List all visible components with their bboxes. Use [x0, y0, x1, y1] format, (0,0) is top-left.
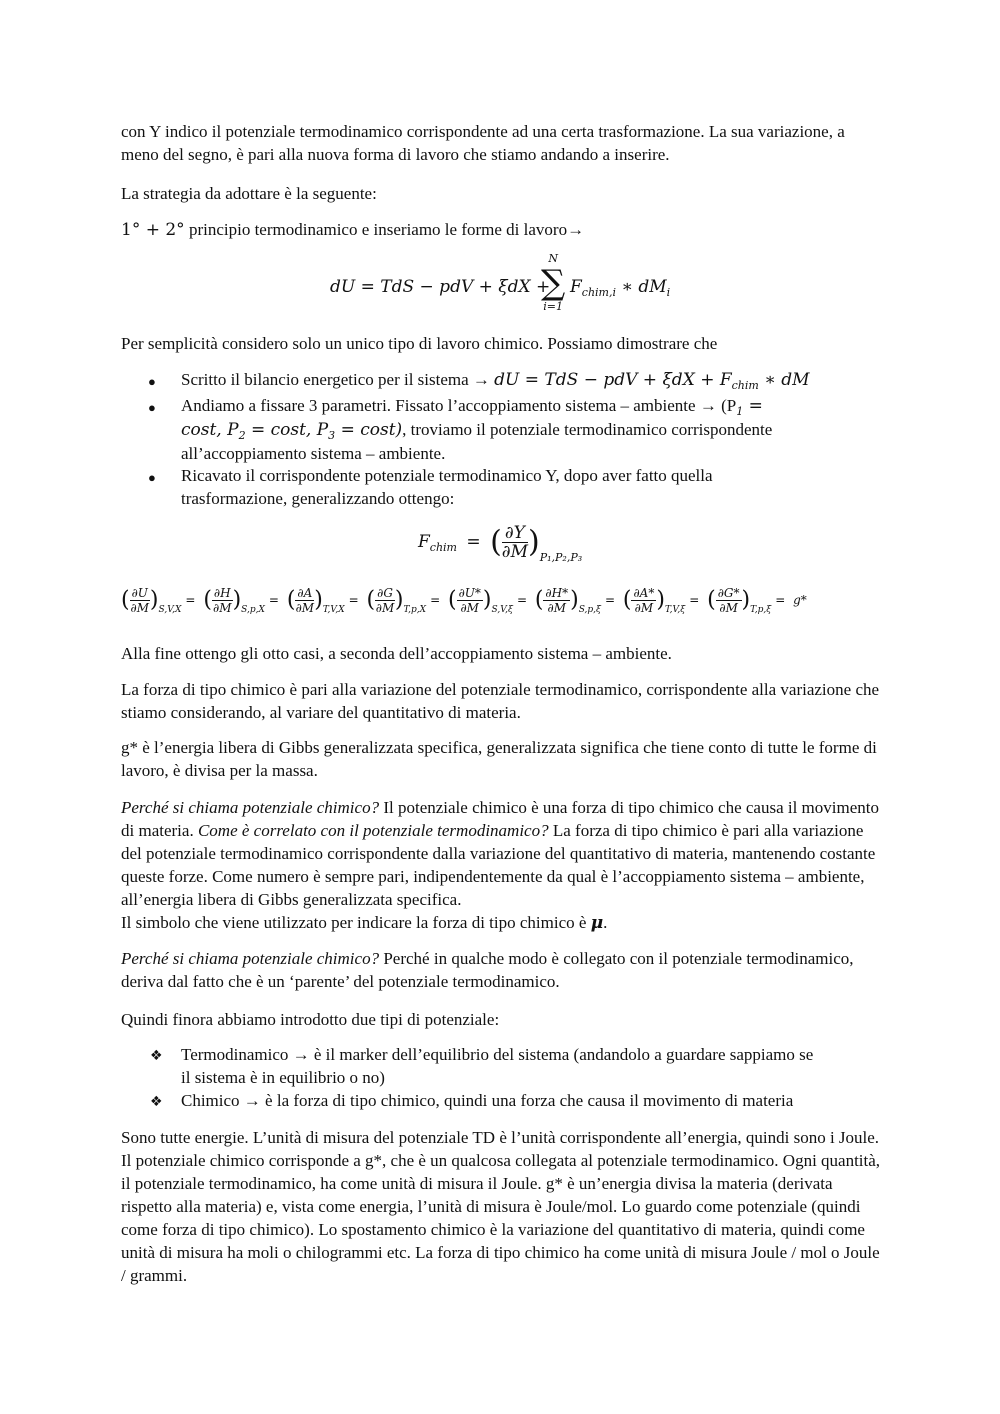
bullet-2-sub1: 1 — [736, 405, 744, 418]
answer-3: Perché in qualche modo è collegato con il potenziale termodinamico, deriva dal fatto che è un ‘parente’ del potenziale termodinamico. — [121, 949, 854, 991]
bullet-2-sub3: 3 — [328, 429, 336, 442]
eq3-den: ∂M — [460, 601, 479, 615]
bullet-2-line2-math: cost, P — [181, 420, 239, 440]
eq2-equals: = — [466, 532, 481, 552]
equation-chemical-force — [418, 523, 583, 564]
bullet-2-sub2: 2 — [238, 429, 246, 442]
eq3-sub: T,V,X — [322, 605, 345, 615]
mu-symbol: μ — [590, 913, 604, 933]
eq2-lhs-sub: chim — [429, 541, 457, 554]
eq3-frac — [631, 586, 656, 615]
eq3-sub: T,V,ξ — [664, 605, 686, 615]
eq1-term-f: F — [570, 277, 582, 297]
bullet-2-line-2 — [181, 418, 881, 442]
diamond-1-line-2: il sistema è in equilibrio o no) — [181, 1068, 385, 1087]
paren-close: ) — [232, 587, 242, 613]
eq3-den: ∂M — [130, 601, 149, 615]
bullet-2-line2-mid2: = cost) — [335, 420, 403, 440]
eq3-num: ∂G* — [717, 586, 740, 600]
diamond-2-line-1: Chimico → è la forza di tipo chimico, quindi una forza che causa il movimento di materia — [181, 1091, 794, 1110]
question-2: Come è correlato con il potenziale termodinamico? — [197, 821, 549, 840]
bullet-1-math-sub: chim — [731, 379, 759, 392]
bullet-2-line2-mid: = cost, P — [245, 420, 329, 440]
bullet-3 — [181, 464, 881, 510]
eq3-sub: T,p,ξ — [750, 605, 772, 615]
eq3-sub: S,p,ξ — [578, 605, 601, 615]
bullet-dot: ● — [148, 470, 156, 485]
paragraph-simplicity: Per semplicità considero solo un unico tipo di lavoro chimico. Possiamo dimostrare che — [121, 334, 718, 353]
eq3-equals: = — [689, 593, 700, 607]
eq3-frac — [375, 586, 395, 615]
paren-close: ) — [314, 587, 323, 613]
eq3-equals: = — [775, 593, 786, 607]
eq2-paren-open: ( — [490, 524, 502, 560]
paren-close: ) — [570, 587, 579, 613]
eq1-sum-sign: ∑ — [541, 263, 566, 303]
eq3-sub: S,V,X — [158, 605, 182, 615]
eq3-equals: = — [516, 593, 527, 607]
eq3-sub: T,p,X — [403, 605, 427, 615]
eq3-equals: = — [268, 593, 279, 607]
paragraph-intro: con Y indico il potenziale termodinamico corrispondente ad una certa trasformazione. La sua variazione, a meno del segno, è pari alla nuova forma di lavoro che stiamo andando a inserire. — [121, 122, 845, 164]
eq3-frac — [543, 586, 570, 615]
eq2-paren-close: ) — [527, 524, 540, 560]
eq3-frac — [212, 586, 233, 615]
answer-1: Il potenziale chimico è una forza di tipo chimico che causa il movimento di materia. — [121, 798, 879, 840]
eq3-num: ∂U — [131, 586, 148, 600]
paren-open: ( — [534, 587, 544, 613]
eq3-num: ∂H* — [545, 586, 569, 600]
paren-close: ) — [394, 587, 404, 613]
question-1: Perché si chiama potenziale chimico? — [121, 798, 380, 817]
diamond-1-line-1: Termodinamico → è il marker dell’equilibrio del sistema (andandolo a guardare sappiamo se — [181, 1045, 814, 1064]
paren-open: ( — [286, 587, 296, 613]
eq3-num: ∂U* — [458, 586, 481, 600]
eq2-lhs: F — [418, 532, 430, 552]
symbol-text-end: . — [603, 913, 608, 932]
bullet-1 — [181, 368, 881, 392]
eq3-frac — [457, 586, 483, 615]
bullet-2-line1-end: = — [743, 396, 763, 416]
paragraph-principles — [121, 218, 881, 242]
paragraph-units: Sono tutte energie. L’unità di misura del potenziale TD è l’unità corrispondente all’energia, quindi sono i Joule. Il potenziale chimico corrisponde a g*, che è un qualcosa collegata al potenziale termodinamico. Ogni quantità, il potenziale termodinamico, ha come unità di misura il Joule. g* è un’energia divisa la materia (derivata rispetto alla materia) e, vista come energia, l’unità di misura è Joule/mol. Lo guardo come potenziale (quindi come forza di tipo chimico). Lo spostamento chimico è la variazione del quantitativo di materia, quindi come unità di misura ha moli o chilogrammi etc. La forza di tipo chimico ha come unità di misura Joule / mol o Joule / grammi. — [121, 1128, 881, 1285]
eq1-sum-bottom: i=1 — [543, 300, 563, 313]
paragraph-gibbs: g* è l’energia libera di Gibbs generalizzata specifica, generalizzata significa che tiene conto di tutte le forme di lavoro, è divisa per la massa. — [121, 738, 877, 780]
paren-open: ( — [366, 587, 376, 613]
diamond-bullet-icon: ❖ — [150, 1094, 163, 1110]
eq3-equals: = — [185, 593, 196, 607]
eq2-num: ∂Y — [502, 524, 528, 543]
eq2-sub: P₁,P₂,P₃ — [539, 551, 583, 564]
answer-2: La forza di tipo chimico è pari alla variazione del potenziale termodinamico corrispondente dalla variazione del quantitativo di materia, mantenendo costante queste forze. Come numero è sempre pari, indipendentemente da qual è l’accoppiamento sistema – ambiente, all’energia libera di Gibbs generalizzata specifica. — [121, 821, 876, 909]
equation-eight-cases — [121, 586, 807, 615]
eq2-den: ∂M — [501, 542, 528, 562]
diamond-bullet-icon: ❖ — [150, 1048, 163, 1064]
equation-energy-balance — [330, 276, 550, 299]
paren-close: ) — [482, 587, 492, 613]
principles-text: principio termodinamico e inseriamo le forme di lavoro→ — [184, 220, 585, 239]
eq3-num: ∂A* — [633, 586, 655, 600]
eq3-den: ∂M — [212, 601, 232, 615]
eq3-frac — [295, 586, 314, 615]
eq1-sum-top: N — [548, 252, 558, 265]
eq3-den: ∂M — [634, 601, 654, 615]
bullet-1-math: dU = TdS − pdV + ξdX + F — [494, 370, 732, 390]
eq1-term-sub: chim,i — [581, 286, 617, 299]
eq3-equals: = — [430, 593, 441, 607]
bullet-2-line1-text: Andiamo a fissare 3 parametri. Fissato l’accoppiamento sistema – ambiente → (P — [181, 396, 737, 415]
eq3-den: ∂M — [375, 601, 395, 615]
eq3-rhs: g* — [793, 593, 807, 607]
paragraph-two-potentials: Quindi finora abbiamo introdotto due tipi di potenziale: — [121, 1010, 500, 1029]
paren-open: ( — [707, 587, 716, 613]
paren-close: ) — [656, 587, 665, 613]
diamond-item-2 — [181, 1089, 881, 1112]
eq3-den: ∂M — [295, 601, 315, 615]
eq3-sub: S,V,ξ — [491, 605, 513, 615]
eq1-tail-sub: i — [666, 286, 671, 299]
question-3: Perché si chiama potenziale chimico? — [121, 949, 380, 968]
paragraph-eight-cases: Alla fine ottengo gli otto casi, a seconda dell’accoppiamento sistema – ambiente. — [121, 644, 672, 663]
paragraph-strategy: La strategia da adottare è la seguente: — [121, 184, 377, 203]
paren-open: ( — [203, 587, 212, 613]
bullet-1-text: Scritto il bilancio energetico per il sistema → — [181, 370, 495, 389]
eq3-num: ∂A — [297, 586, 313, 600]
eq1-summation — [541, 253, 565, 313]
eq2-fraction — [502, 524, 528, 561]
bullet-2 — [181, 394, 881, 465]
eq3-num: ∂H — [213, 586, 231, 600]
eq3-equals: = — [604, 593, 616, 607]
bullet-2-line2-text: , troviamo il potenziale termodinamico corrispondente — [402, 420, 773, 439]
bullet-2-line-3: all’accoppiamento sistema – ambiente. — [181, 444, 446, 463]
paren-close: ) — [741, 587, 751, 613]
diamond-item-1 — [181, 1043, 881, 1089]
paren-open: ( — [121, 587, 130, 613]
paren-open: ( — [622, 587, 632, 613]
eq1-lhs: dU = TdS − pdV + ξdX + — [330, 277, 551, 297]
eq3-sub: S,p,X — [241, 605, 265, 615]
eq3-den: ∂M — [719, 601, 738, 615]
eq3-den: ∂M — [547, 601, 566, 615]
eq3-num: ∂G — [377, 586, 393, 600]
paragraph-chemical-force: La forza di tipo chimico è pari alla variazione del potenziale termodinamico, corrispondente alla variazione che stiamo considerando, al variare del quantitativo di materia. — [121, 680, 880, 722]
eq1-tail: ∗ dM — [616, 277, 667, 297]
eq3-frac — [716, 586, 742, 615]
paragraph-why-potential — [121, 947, 881, 993]
bullet-2-line-1 — [181, 394, 881, 418]
bullet-3-line-1: Ricavato il corrispondente potenziale termodinamico Y, dopo aver fatto quella — [181, 466, 713, 485]
paren-close: ) — [149, 587, 159, 613]
bullet-1-math-tail: ∗ dM — [758, 370, 810, 390]
symbol-text: Il simbolo che viene utilizzato per indicare la forza di tipo chimico è — [121, 913, 591, 932]
paragraph-chemical-potential — [121, 796, 881, 935]
eq3-frac — [130, 586, 150, 615]
principles-math: 1° + 2° — [121, 220, 185, 240]
eq3-equals: = — [348, 593, 359, 607]
eq1-term — [570, 276, 670, 299]
paren-open: ( — [447, 587, 457, 613]
bullet-dot: ● — [148, 400, 156, 415]
bullet-3-line-2: trasformazione, generalizzando ottengo: — [181, 489, 455, 508]
bullet-dot: ● — [148, 374, 156, 389]
